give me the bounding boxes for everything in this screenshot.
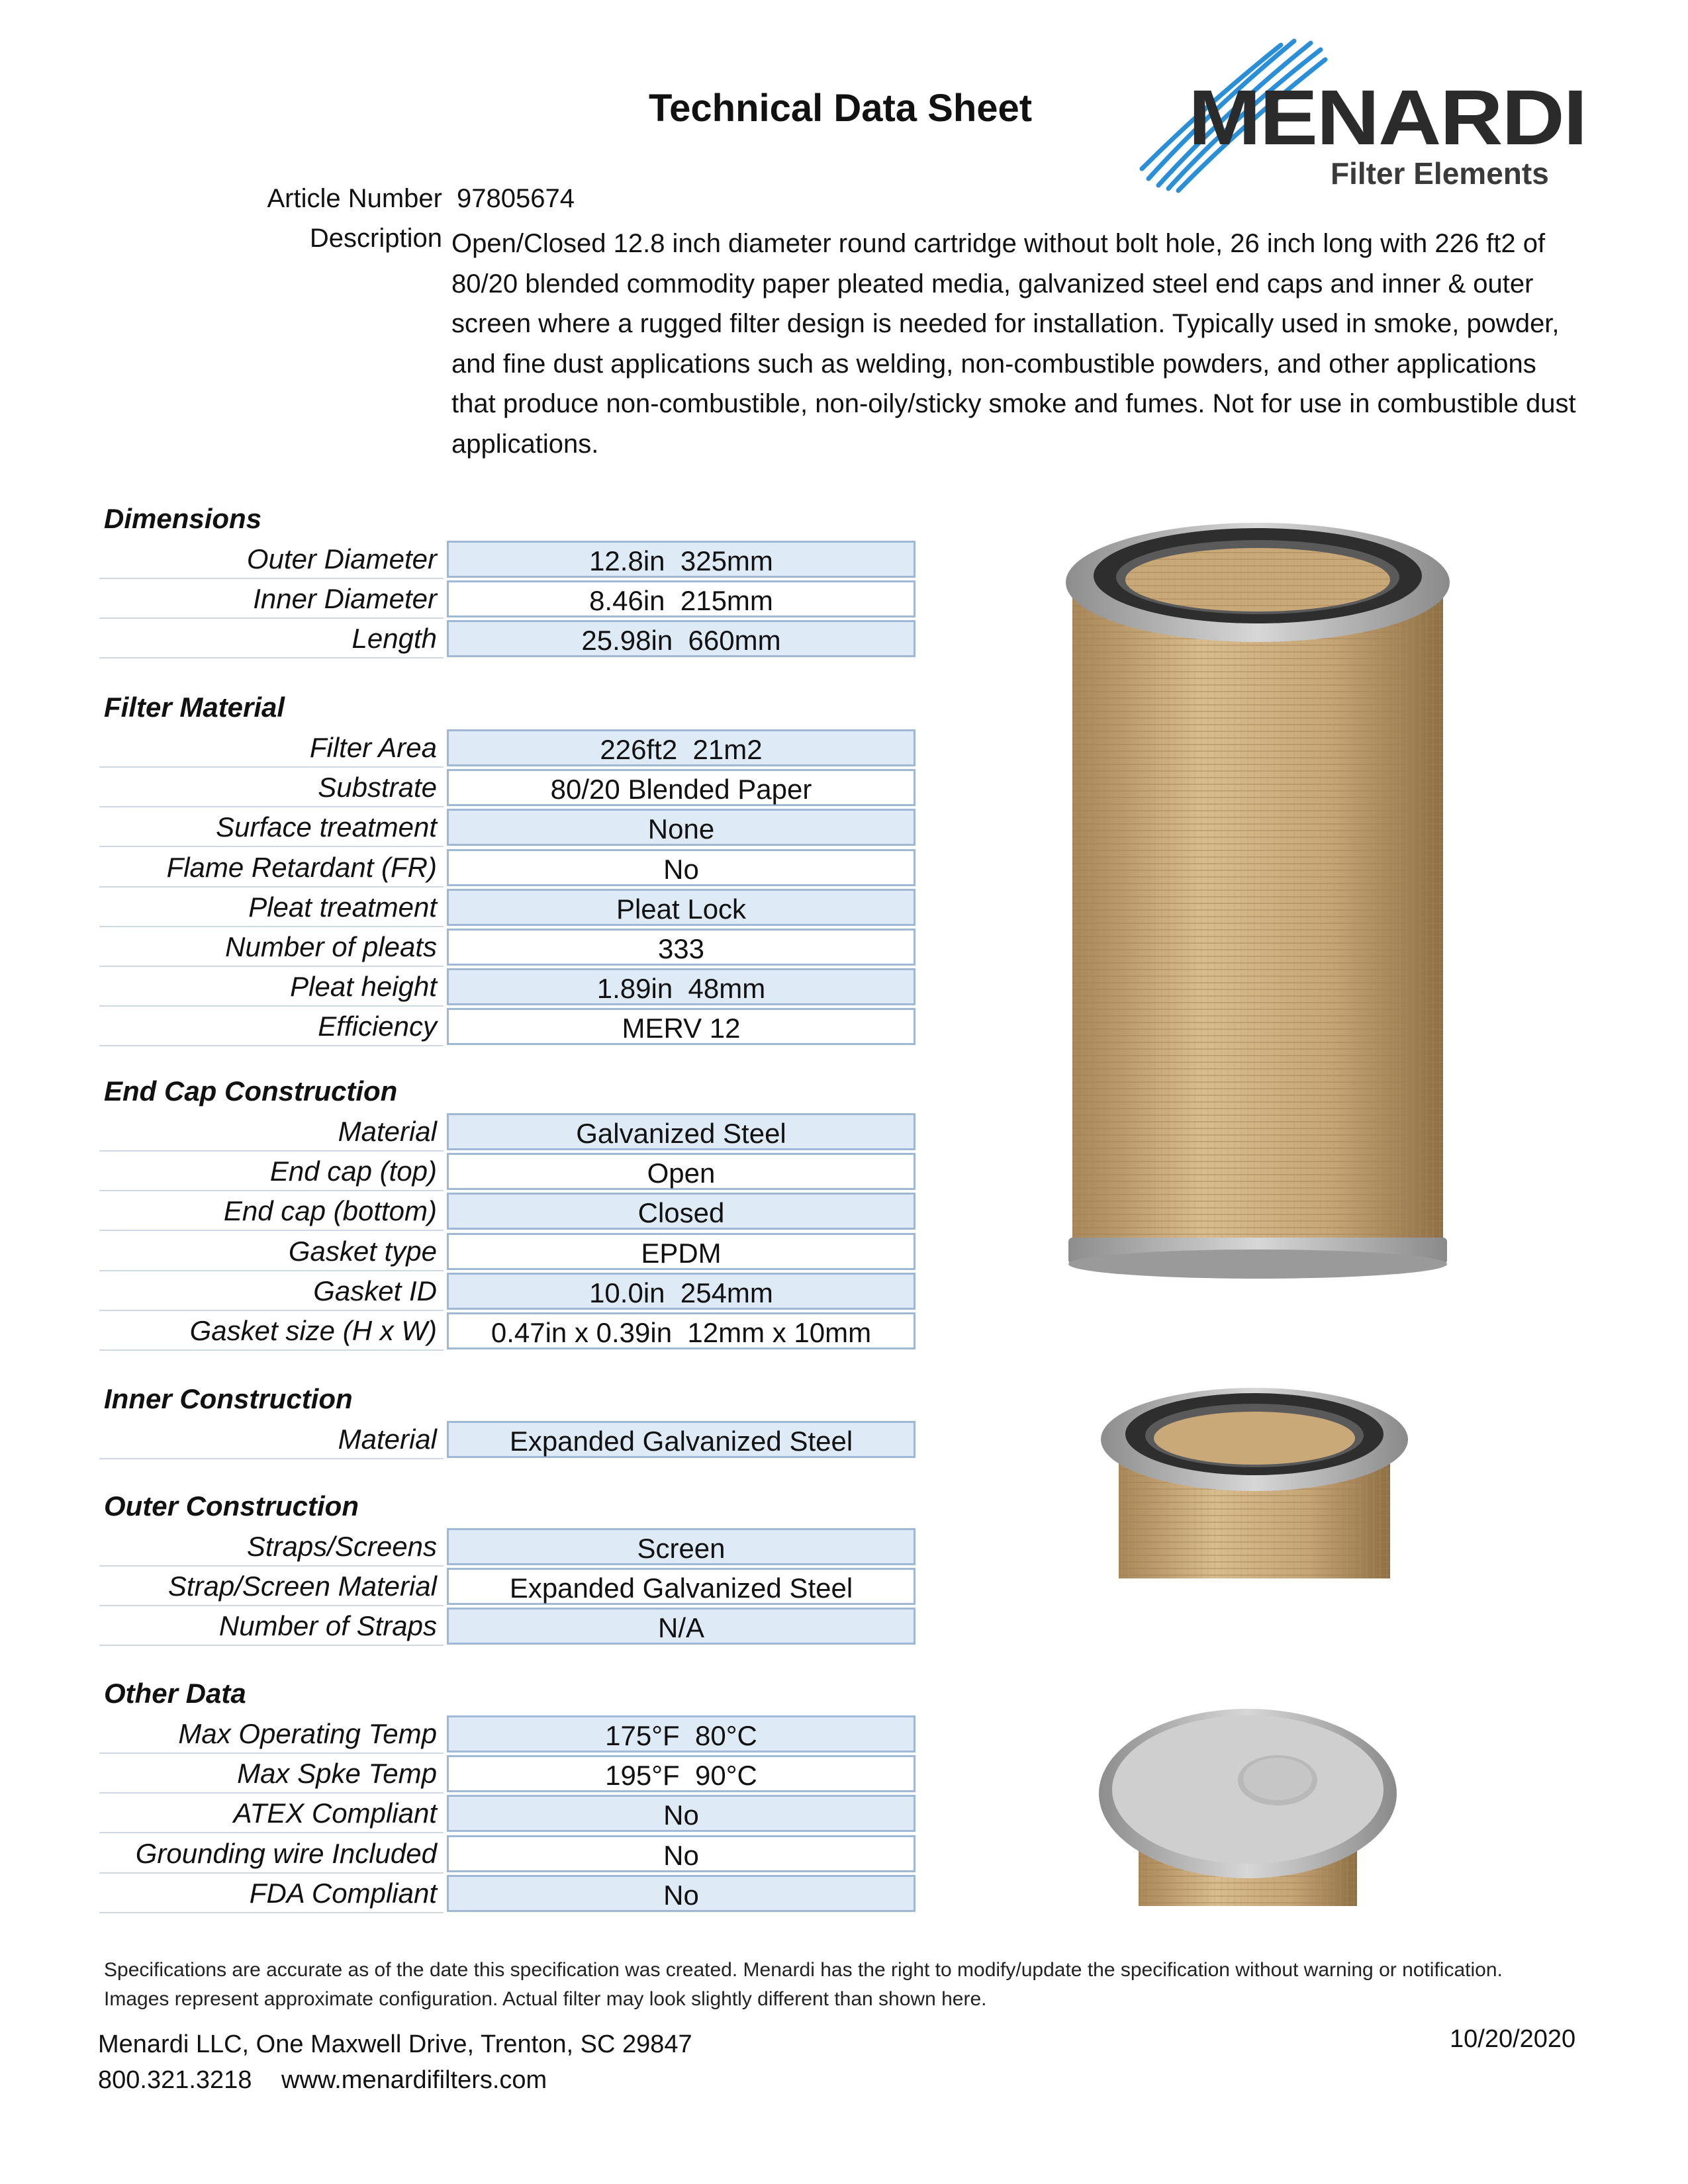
sheet-date: 10/20/2020 <box>1450 2025 1576 2053</box>
logo-wordmark: MENARDI <box>1188 74 1587 161</box>
spec-value: N/A <box>447 1608 915 1645</box>
spec-label: Filter Area <box>99 728 437 768</box>
spec-value: 10.0in 254mm <box>447 1273 915 1310</box>
spec-value: Open <box>447 1153 915 1190</box>
disclaimer-line-2: Images represent approximate configuration. Actual filter may look slightly different than shown here. <box>104 1988 987 2010</box>
spec-label: FDA Compliant <box>99 1874 437 1913</box>
spec-label: Length <box>99 619 437 659</box>
spec-label: Inner Diameter <box>99 579 437 619</box>
spec-value: No <box>447 849 915 886</box>
filter-full-photo <box>1059 523 1456 1291</box>
company-address: Menardi LLC, One Maxwell Drive, Trenton, SC 29847 <box>98 2030 692 2058</box>
spec-value: MERV 12 <box>447 1008 915 1045</box>
logo-subtitle: Filter Elements <box>1331 156 1549 191</box>
spec-label: Flame Retardant (FR) <box>99 848 437 887</box>
spec-value: 12.8in 325mm <box>447 541 915 578</box>
spec-label: Number of Straps <box>99 1606 437 1646</box>
spec-label: Substrate <box>99 768 437 807</box>
spec-value: 175°F 80°C <box>447 1715 915 1752</box>
section-title: Other Data <box>104 1678 246 1709</box>
spec-value: 25.98in 660mm <box>447 620 915 657</box>
spec-value: Expanded Galvanized Steel <box>447 1568 915 1605</box>
menardi-logo <box>1132 33 1587 199</box>
spec-label: Max Operating Temp <box>99 1714 437 1754</box>
section-title: Inner Construction <box>104 1383 353 1414</box>
section-title: Outer Construction <box>104 1490 359 1522</box>
section-title: End Cap Construction <box>104 1075 398 1107</box>
article-number-value: 97805674 <box>457 184 575 213</box>
company-website-link[interactable]: www.menardifilters.com <box>281 2066 547 2094</box>
spec-value: 1.89in 48mm <box>447 968 915 1005</box>
page-title: Technical Data Sheet <box>649 87 1033 130</box>
spec-value: 80/20 Blended Paper <box>447 769 915 806</box>
spec-value: No <box>447 1795 915 1832</box>
spec-label: Surface treatment <box>99 807 437 847</box>
spec-value: EPDM <box>447 1233 915 1270</box>
spec-value: Galvanized Steel <box>447 1113 915 1150</box>
spec-label: Outer Diameter <box>99 539 437 579</box>
spec-value: No <box>447 1875 915 1912</box>
filter-top-detail-photo <box>1099 1387 1417 1578</box>
spec-label: End cap (bottom) <box>99 1191 437 1231</box>
spec-label: Pleat treatment <box>99 887 437 927</box>
section-title: Dimensions <box>104 503 262 534</box>
filter-bottom-cap-photo <box>1099 1707 1417 1906</box>
spec-label: Material <box>99 1420 437 1459</box>
spec-value: None <box>447 809 915 846</box>
description-value: Open/Closed 12.8 inch diameter round cartridge without bolt hole, 26 inch long with 226 ft2 of 80/20 blended commodity paper pleated media, galvanized steel end caps and inner & outer screen where a rugged filter design is needed for installation. Typically used in smoke, powder, and fine dust applications such as welding, non-combustible powders, and other applications that produce non-combustible, non-oily/sticky smoke and fumes. Not for use in combustible dust applications. <box>451 229 1576 459</box>
spec-value: 226ft2 21m2 <box>447 729 915 766</box>
spec-value: 8.46in 215mm <box>447 580 915 617</box>
spec-value: Screen <box>447 1528 915 1565</box>
spec-value: 0.47in x 0.39in 12mm x 10mm <box>447 1312 915 1349</box>
spec-value: Closed <box>447 1193 915 1230</box>
spec-label: Material <box>99 1112 437 1152</box>
spec-label: Pleat height <box>99 967 437 1007</box>
spec-label: Strap/Screen Material <box>99 1567 437 1606</box>
spec-value: No <box>447 1835 915 1872</box>
section-title: Filter Material <box>104 692 285 723</box>
article-number-label: Article Number <box>267 184 442 213</box>
spec-value: Pleat Lock <box>447 889 915 926</box>
spec-label: Max Spke Temp <box>99 1754 437 1794</box>
spec-label: Efficiency <box>99 1007 437 1046</box>
company-phone: 800.321.3218 <box>98 2066 252 2094</box>
spec-label: End cap (top) <box>99 1152 437 1191</box>
spec-label: Gasket type <box>99 1232 437 1271</box>
spec-value: 195°F 90°C <box>447 1755 915 1792</box>
disclaimer-line-1: Specifications are accurate as of the date this specification was created. Menardi has the right to modify/update the specification without warning or notification. <box>104 1959 1503 1981</box>
spec-label: Gasket ID <box>99 1271 437 1311</box>
disclaimer <box>104 1956 1626 2014</box>
spec-value: 333 <box>447 929 915 966</box>
spec-label: Gasket size (H x W) <box>99 1311 437 1351</box>
spec-value: Expanded Galvanized Steel <box>447 1421 915 1458</box>
spec-label: Straps/Screens <box>99 1527 437 1567</box>
spec-label: Grounding wire Included <box>99 1834 437 1874</box>
description-label: Description <box>309 224 442 253</box>
spec-label: ATEX Compliant <box>99 1794 437 1833</box>
spec-label: Number of pleats <box>99 927 437 967</box>
